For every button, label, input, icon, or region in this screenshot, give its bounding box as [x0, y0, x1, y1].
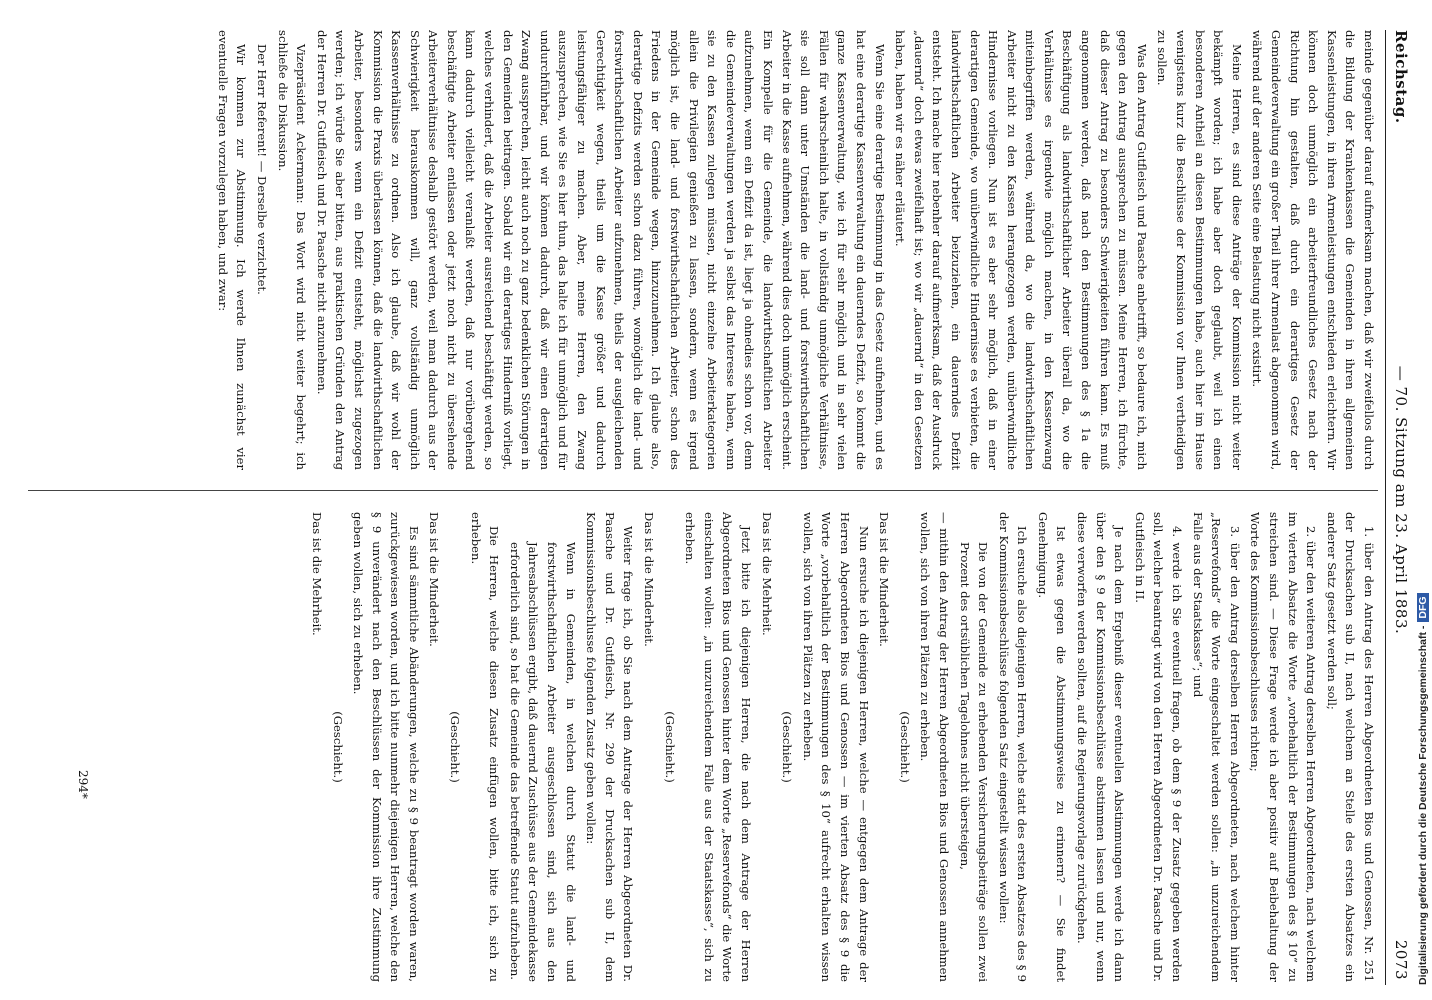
- header-session: — 70. Sitzung am 23. April 1883.: [1392, 365, 1410, 635]
- paragraph: — mithin den Antrag der Herren Abgeordneten Bios und Genossen annehmen wollen, sich von ihren Plätzen zu erheben.: [918, 512, 951, 982]
- paragraph: 2. über den weiteren Antrag derselben Herren Abgeordneten, nach welchem im vierten Absatze die Worte „vorbehaltlich der Bestimmungen des § 10“ zu streichen sind. — Diese Frage werde ich aber positiv auf Beibehaltung der Worte des Kommissionsbeschlusses richten;: [1248, 512, 1319, 982]
- dfg-logo: DFG: [1417, 593, 1429, 621]
- column-divider: [28, 490, 1378, 491]
- action-note: (Geschieht.): [662, 711, 677, 783]
- paragraph: Je nach dem Ergebniß dieser eventuellen Abstimmungen werde ich dann über den § 9 der Kommissionsbeschlüsse abstimmen lassen und nur, wenn diese verworfen werden sollten, auf die Regierungsvorlage zurückgehen.: [1075, 512, 1127, 982]
- signature-mark: 294*: [76, 770, 90, 799]
- vote-result: Das ist die Minderheit.: [427, 512, 442, 647]
- header-page-number: 2073: [1392, 939, 1410, 980]
- left-column: [18, 30, 1378, 470]
- paragraph: Nun ersuche ich diejenigen Herren, welche — entgegen dem Antrage der Herren Abgeordneten Bios und Genossen — im vierten Absatz des § 9 die Worte „vorbehaltlich der Bestimmungen des § 10“ aufrecht erhalten wissen wollen, sich von ihren Plätzen zu erheben.: [800, 512, 871, 982]
- paragraph: Es sind sämmtliche Abänderungen, welche zu § 9 beantragt worden waren, zurückgewiesen worden, und ich bitte nunmehr diejenigen Herren, welche den § 9 unverändert nach den Beschlüssen der Kommission ihre Zustimmung geben wollen, sich zu erheben.: [351, 512, 421, 982]
- paragraph: 3. über den Antrag derselben Herren Abgeordneten, nach welchem hinter „Reservefonds“ die Worte eingeschaltet werden sollen: „in unzureichendem Falle aus der Staatskasse“; und: [1190, 512, 1242, 982]
- header-publication: Reichstag.: [1392, 30, 1410, 124]
- quoted-text: Die von der Gemeinde zu erhebenden Versicherungsbeiträge sollen zwei Prozent des ortsüblichen Tagelohnes nicht übersteigen,: [957, 542, 991, 982]
- paragraph: Die Herren, welche diesen Zusatz einfügen wollen, bitte ich, sich zu erheben.: [468, 512, 502, 982]
- paragraph: Was den Antrag Gutfleisch und Paasche anbetrifft, so bedaure ich, mich gegen den Antrag aussprechen zu müssen. Meine Herren, ich fürchte, daß dieser Antrag zu besonders Schwierigkeiten führen kann. Es muß angenommen werden, daß nach den Bestimmungen des § 1a die Beschäftigung als landwirthschaftlicher Arbeiter überall da, wo die Verhältnisse es irgendwie möglich machen, in den Kassenzwang miteinbegriffen werden, während da, wo die landwirthschaftlichen Arbeiter nicht zu den Kassen herangezogen werden, unüberwindliche Hindernisse vorliegen. Nun ist es aber sehr möglich, daß in einer derartigen Gemeinde, wo unüberwindliche Hindernisse es verbieten, die landwirthschaftlichen Arbeiter beizuziehen, ein dauerndes Defizit entsteht. Ich mache hier nebenher darauf aufmerksam, daß der Ausdruck „dauernd“ doch etwas zweifelhaft ist; wo wir „dauernd“ in den Gesetzen haben, haben wir es näher erläutert.: [893, 30, 1149, 470]
- digitization-credit: [1400, 0, 1432, 1000]
- paragraph: Weiter frage ich, ob Sie nach dem Antrage der Herren Abgeordneten Dr. Paasche und Dr. Gutfleisch, Nr. 290 der Drucksachen sub II, dem Kommissionsbeschlusse folgenden Zusatz geben wollen:: [584, 512, 636, 982]
- action-note: (Geschieht.): [448, 711, 463, 783]
- paragraph: Wir kommen zur Abstimmung. Ich werde Ihnen zunächst vier eventuelle Fragen vorzulegen haben, und zwar:: [215, 30, 249, 470]
- right-column: [18, 512, 1378, 982]
- credit-text: Digitalisierung gefördert durch die Deutsche Forschungsgemeinschaft -: [1417, 625, 1429, 985]
- paragraph: Ist etwas gegen die Abstimmungsweise zu erinnern? — Sie findet Genehmigung.: [1035, 512, 1069, 982]
- paragraph: Meine Herren, es sind diese Anträge der Kommission nicht weiter bekämpft worden; ich habe aber doch geglaubt, weil ich einen besonderen Antheil an diesen Bestimmungen habe, auch hier im Hause wenigstens kurz die Beschlüsse der Kommission vor Ihnen vertheidigen zu sollen.: [1155, 30, 1244, 470]
- vote-result: Das ist die Mehrheit.: [309, 512, 324, 636]
- vote-result: Das ist die Minderheit.: [877, 512, 892, 647]
- vote-result: Das ist die Minderheit.: [642, 512, 657, 647]
- credit-line: [1417, 593, 1429, 985]
- action-note: (Geschieht.): [330, 711, 345, 783]
- paragraph: Ich ersuche also diejenigen Herren, welche statt des ersten Absatzes des § 9 der Kommissionsbeschlüsse folgenden Satz eingestellt wissen wollen:: [996, 512, 1030, 982]
- paragraph: Wenn Sie eine derartige Bestimmung in das Gesetz aufnehmen, und es hat eine derartige Kassenverwaltung ein dauerndes Defizit, so kommt die ganze Kassenverwaltung, wie ich für sehr möglich und in sehr vielen Fällen für wahrscheinlich halte, in vollständig unmögliche Verhältnisse, sie soll dann unter Umständen die land- und forstwirthschaftlichen Arbeiter in die Kasse aufnehmen, während dies doch unmöglich erscheint. Ein Kompelle für die Gemeinde, die landwirthschaftlichen Arbeiter aufzunehmen, wenn ein Defizit da ist, liegt ja ohnedies schon vor, denn die Gemeindeverwaltungen werden ja selbst das Interesse haben, wenn sie zu den Kassen zulegen müssen, nicht einzelne Arbeiterkategorien allein die Privilegien genießen zu lassen, sondern, wenn es irgend möglich ist, die land- und forstwirthschaftlichen Arbeiter, schon des Friedens in der Gemeinde wegen, hinzuzunehmen. Ich glaube also, derartige Defizits werden schon dazu führen, womöglich die land- und forstwirthschaftlichen Arbeiter aufzunehmen, theils der ausgleichenden Gerechtigkeit wegen, theils um die Kasse größer und dadurch leistungsfähiger zu machen. Aber, meine Herren, den Zwang auszusprechen, wie Sie es hier thun, das halte ich für unmöglich und für undurchführbar, und wir können dadurch, daß wir einen derartigen Zwang aussprechen, leicht auch noch zu ganz bedenklichen Störungen in den Gemeinden beitragen. Sobald wir ein derartiges Hinderniß vorliegt, welches verhindert, daß die Arbeiter ausreichend beschäftigt werden, so kann dadurch vielleicht veranlaßt werden, daß nur vorübergehend beschäftigte Arbeiter entlassen oder jetzt noch nicht zu übersehende Arbeiterverhältnisse deshalb gestört werden, weil man dadurch aus der Schwierigkeit herauskommen will, ganz vollständig unmöglich Kassenverhältnisse zu ordnen. Also ich glaube, daß wir wohl der Kommission die Praxis überlassen können, daß die landwirthschaftlichen Arbeiter, besonders wenn ein Defizit entsteht, möglichst zugezogen werden; ich würde Sie aber bitten, aus praktischen Gründen den Antrag der Herren Dr. Gutfleisch und Dr. Paasche nicht anzunehmen.: [314, 30, 887, 470]
- paragraph: Jetzt bitte ich diejenigen Herren, die nach dem Antrage der Herren Abgeordneten Bios und Genossen hinter dem Worte „Reservefonds“ die Worte einschalten wollen: „in unzureichendem Falle aus der Staatskasse“, sich zu erheben.: [683, 512, 753, 982]
- paragraph: Der Herr Referent! — Derselbe verzichtet.: [254, 44, 269, 295]
- paragraph: 1. über den Antrag des Herren Abgeordneten Bios und Genossen, Nr. 251 der Drucksachen sub II, nach welchem an Stelle des ersten Absatzes ein anderer Satz gesetzt werden soll;: [1324, 512, 1376, 982]
- paragraph: meinde gegenüber darauf aufmerksam machen, daß wir zweifellos durch die Bildung der Krankenkassen die Gemeinden in ihren allgemeinen Kassenleistungen, in ihren Armenleistungen entschieden erleichtern. Wir können doch unmöglich ein arbeiterfreundliches Gesetz nach der Richtung hin gestalten, daß durch ein derartiges Gesetz der Gemeindeverwaltung ein großer Theil ihrer Armenlast abgenommen wird, während auf der anderen Seite eine Belastung nicht existirt.: [1250, 30, 1376, 470]
- vote-result: Das ist die Mehrheit.: [759, 512, 774, 636]
- quoted-text: Wenn in Gemeinden, in welchen durch Statut die land- und forstwirthschaftlichen Arbeiter ausgeschlossen sind, sich aus den Jahresabschlüssen ergibt, daß dauernd Zuschüsse aus der Gemeindekasse erforderlich sind, so hat die Gemeinde das betreffende Statut aufzuheben.: [507, 542, 578, 982]
- header-rule: [1385, 30, 1386, 985]
- action-note: (Geschieht.): [897, 711, 912, 783]
- action-note: (Geschieht.): [780, 711, 795, 783]
- speaker-paragraph: Vizepräsident Ackermann: Das Wort wird nicht weiter begehrt; ich schließe die Diskussion.: [275, 30, 309, 470]
- paragraph: 4. werde ich Sie eventuell fragen, ob dem § 9 der Zusatz gegeben werden soll, welcher beantragt wird von den Herren Abgeordneten Dr. Paasche und Dr. Gutfleisch in II.: [1132, 512, 1185, 982]
